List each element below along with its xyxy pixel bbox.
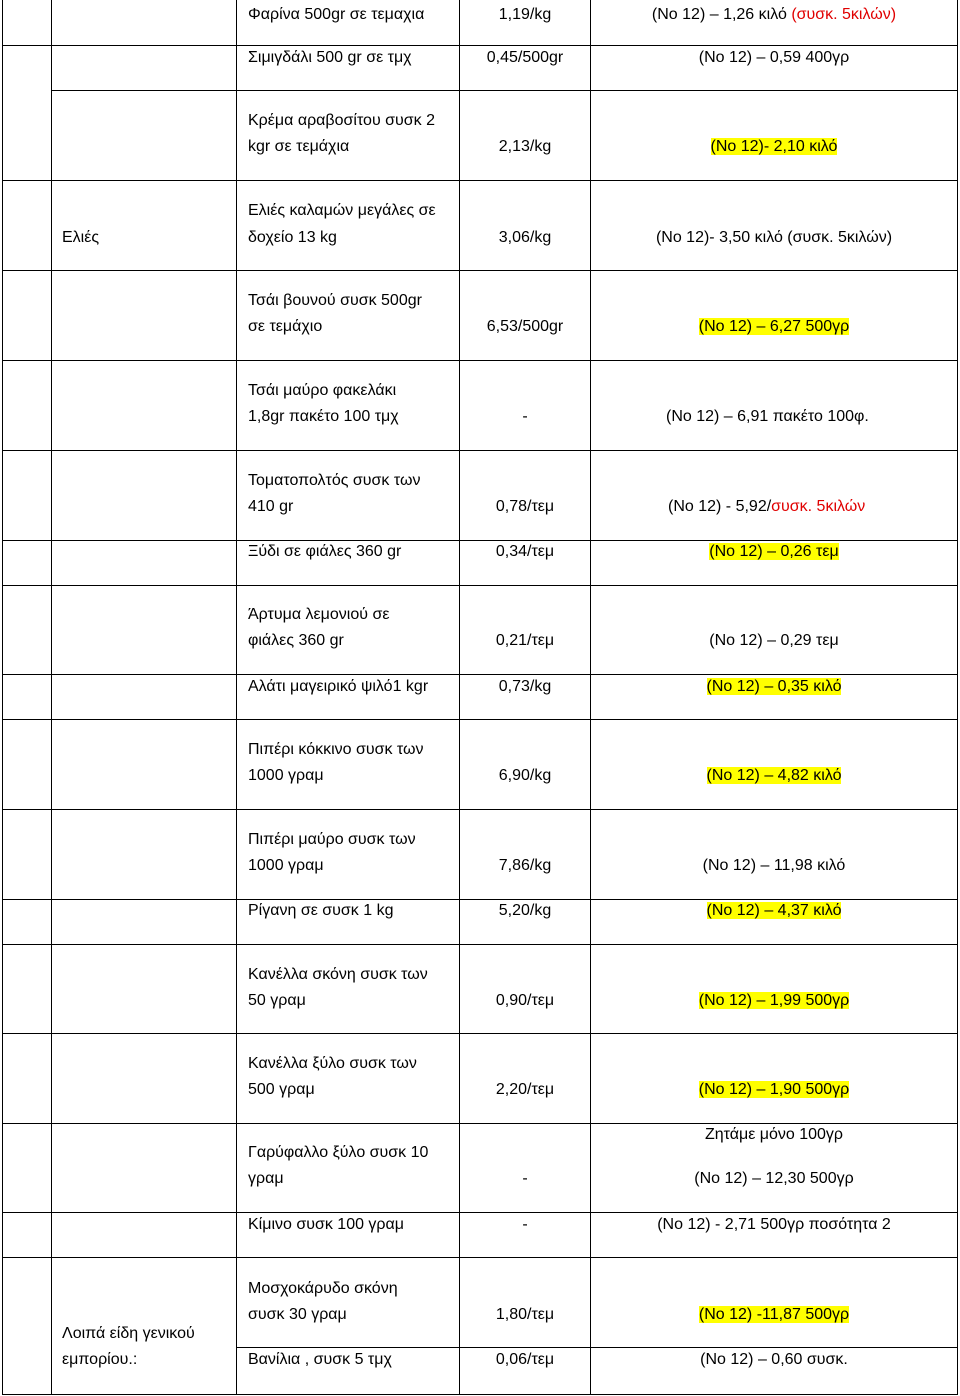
offer (591, 898, 957, 924)
product-name: Φαρίνα 500gr σε τεμαχια (248, 6, 425, 23)
product-name-line2: kgr σε τεμάχια (248, 138, 350, 155)
offer (591, 539, 957, 565)
offer-text: (Νο 12) - 2,71 500γρ ποσότητα 2 (657, 1216, 891, 1233)
offer-text-highlight: (Νο 12) – 4,82 κιλό (706, 767, 842, 784)
offer (591, 1347, 957, 1373)
unit-price: - (522, 408, 528, 425)
offer (591, 1302, 957, 1328)
row-separator (2, 270, 958, 271)
product-name-line2: 1000 γραμ (248, 767, 324, 784)
stub-line (2, 45, 52, 46)
row-separator (52, 1257, 958, 1258)
offer (591, 1212, 957, 1238)
offer-text-highlight: (Νο 12) – 1,99 500γρ (698, 992, 850, 1009)
stub-line (2, 1257, 52, 1258)
product-name: Σιμιγδάλι 500 gr σε τμχ (248, 49, 412, 66)
product-name: Βανίλια , συσκ 5 τμχ (248, 1351, 392, 1368)
offer (591, 853, 957, 879)
category-label: Ελιές (62, 229, 100, 246)
offer (591, 1077, 957, 1103)
offer-text-highlight: (Νο 12) – 0,35 κιλό (706, 678, 842, 695)
product-name: Τσάι βουνού συσκ 500gr (248, 292, 422, 309)
offer-text: (Νο 12) – 0,59 400γρ (698, 49, 850, 66)
product-name-line2: συσκ 30 γραμ (248, 1306, 347, 1323)
offer-text: (Νο 12) – 0,60 συσκ. (700, 1351, 848, 1368)
product-name: Πιπέρι μαύρο συσκ των (248, 831, 416, 848)
offer-text: (Νο 12) – 1,26 κιλό (651, 6, 792, 23)
offer (591, 2, 957, 28)
unit-price: 0,06/τεμ (495, 1351, 555, 1368)
row-separator (2, 180, 958, 181)
product-name: Τσάι μαύρο φακελάκι (248, 382, 397, 399)
row-separator (52, 585, 958, 586)
table-border-right (957, 0, 958, 1395)
stub-line (2, 540, 52, 541)
unit-price: - (522, 1216, 528, 1233)
stub-line (2, 719, 52, 720)
product-name: Άρτυμα λεμονιού σε (248, 606, 390, 623)
product-name: Ελιές καλαμών μεγάλες σε (248, 202, 436, 219)
product-name: Μοσχοκάρυδο σκόνη (248, 1280, 398, 1297)
product-name: Κανέλλα σκόνη συσκ των (248, 966, 428, 983)
offer (591, 628, 957, 654)
offer-text: (Νο 12) - 5,92/ (668, 498, 772, 515)
unit-price: 2,13/kg (498, 138, 552, 155)
offer (666, 404, 869, 430)
offer-text: (Νο 12) – 0,29 τεμ (709, 632, 839, 649)
offer-text: (Νο 12) – 12,30 500γρ (694, 1170, 854, 1187)
stub-line (2, 1212, 52, 1213)
offer-text-highlight: (Νο 12) – 1,90 500γρ (698, 1081, 850, 1098)
unit-price: 0,45/500gr (486, 49, 564, 66)
unit-price: 0,73/kg (498, 678, 552, 695)
offer (591, 674, 957, 700)
stub-line (2, 809, 52, 810)
category-label: Λοιπά είδη γενικού (62, 1325, 195, 1342)
product-name: Ρίγανη σε συσκ 1 kg (248, 902, 394, 919)
product-name: Κίμινο συσκ 100 γραμ (248, 1216, 404, 1233)
offer (591, 314, 957, 340)
product-name-line2: γραμ (248, 1170, 284, 1187)
offer-text-highlight: (Νο 12)- 2,10 κιλό (710, 138, 838, 155)
stub-line (2, 944, 52, 945)
product-name-line2: 500 γραμ (248, 1081, 315, 1098)
offer (591, 763, 957, 789)
row-separator (52, 90, 958, 91)
offer-text-red: συσκ. 5κιλών (771, 498, 866, 515)
offer-text-highlight: (Νο 12) – 4,37 κιλό (706, 902, 842, 919)
product-name: Ξύδι σε φιάλες 360 gr (248, 543, 402, 560)
unit-price: - (522, 1170, 528, 1187)
stub-line (2, 899, 52, 900)
unit-price: 7,86/kg (498, 857, 552, 874)
unit-price: 0,34/τεμ (495, 543, 555, 560)
product-name: Γαρύφαλλο ξύλο συσκ 10 (248, 1144, 429, 1161)
offer-note: Ζητάμε μόνο 100γρ (704, 1126, 844, 1143)
row-separator (52, 944, 958, 945)
table-border-left (2, 0, 3, 1395)
column-divider-2 (236, 0, 237, 1395)
unit-price: 0,90/τεμ (495, 992, 555, 1009)
stub-line (2, 1123, 52, 1124)
unit-price: 0,78/τεμ (495, 498, 555, 515)
offer-text: (Νο 12) – 11,98 κιλό (702, 857, 846, 874)
product-name-line2: 50 γραμ (248, 992, 306, 1009)
unit-price: 3,06/kg (498, 229, 552, 246)
product-name-line2: 410 gr (248, 498, 294, 515)
category-label-line2: εμπορίου.: (62, 1351, 138, 1368)
product-name: Αλάτι μαγειρικό ψιλό1 kgr (248, 678, 429, 695)
product-name-line2: 1,8gr πακέτο 100 τμχ (248, 408, 399, 425)
offer-text: (Νο 12) – 6,91 πακέτο 100φ. (666, 408, 869, 425)
product-name: Τοματοπολτός συσκ των (248, 472, 421, 489)
row-separator (52, 450, 958, 451)
offer (668, 494, 865, 520)
product-name: Κανέλλα ξύλο συσκ των (248, 1055, 417, 1072)
product-name-line2: 1000 γραμ (248, 857, 324, 874)
offer (591, 45, 957, 71)
product-name-line2: σε τεμάχιο (248, 318, 323, 335)
product-name-line2: φιάλες 360 gr (248, 632, 344, 649)
product-name: Κρέμα αραβοσίτου συσκ 2 (248, 112, 435, 129)
offer (591, 988, 957, 1014)
unit-price: 0,21/τεμ (495, 632, 555, 649)
stub-line (2, 585, 52, 586)
offer-text-red: (συσκ. 5κιλών) (791, 6, 897, 23)
row-separator (52, 360, 958, 361)
unit-price: 6,90/kg (498, 767, 552, 784)
row-separator (52, 1033, 958, 1034)
offer (591, 225, 957, 251)
stub-line (2, 674, 52, 675)
row-separator (52, 719, 958, 720)
offer (591, 134, 957, 160)
table-border-bottom (2, 1394, 958, 1395)
row-separator (52, 809, 958, 810)
column-divider-1 (51, 0, 52, 1395)
offer-text-highlight: (Νο 12) – 0,26 τεμ (709, 543, 839, 560)
unit-price: 5,20/kg (498, 902, 552, 919)
offer-text: (Νο 12)- 3,50 κιλό (συσκ. 5κιλών) (655, 229, 893, 246)
offer-text-highlight: (Νο 12) – 6,27 500γρ (698, 318, 850, 335)
product-name-line2: δοχείο 13 kg (248, 229, 337, 246)
unit-price: 2,20/τεμ (495, 1081, 555, 1098)
product-name: Πιπέρι κόκκινο συσκ των (248, 741, 424, 758)
unit-price: 1,19/kg (498, 6, 552, 23)
stub-line (2, 360, 52, 361)
unit-price: 1,80/τεμ (495, 1306, 555, 1323)
offer (591, 1166, 957, 1192)
unit-price: 6,53/500gr (486, 318, 564, 335)
offer-text-highlight: (Νο 12) -11,87 500γρ (698, 1306, 850, 1323)
stub-line (2, 1033, 52, 1034)
stub-line (2, 450, 52, 451)
